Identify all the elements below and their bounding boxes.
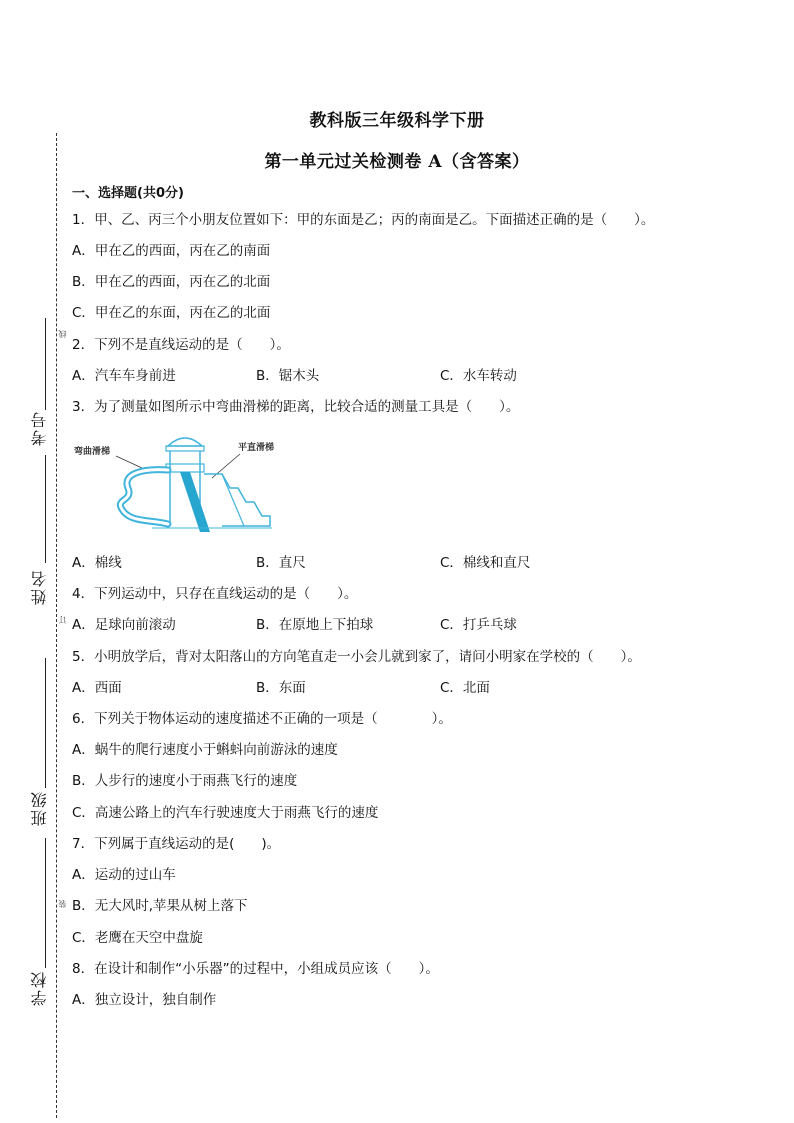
- question-3: 3．为了测量如图所示中弯曲滑梯的距离，比较合适的测量工具是（ ）。: [72, 399, 520, 415]
- section-heading: 一、选择题(共0分): [72, 186, 184, 201]
- name-label: 姓名: [30, 569, 49, 605]
- q2-option-c: C．水车转动: [440, 368, 517, 384]
- q5-option-a: A．西面: [72, 680, 122, 696]
- school-underline: [45, 838, 46, 968]
- q1-option-c: C．甲在乙的东面，丙在乙的北面: [72, 305, 271, 321]
- exam-no-label: 考号: [30, 410, 49, 446]
- q6-option-c: C．高速公路上的汽车行驶速度大于雨燕飞行的速度: [72, 805, 379, 821]
- tower-platform: [166, 464, 204, 472]
- question-4: 4．下列运动中，只存在直线运动的是（ ）。: [72, 586, 358, 602]
- question-8: 8．在设计和制作“小乐器”的过程中，小组成员应该（ ）。: [72, 961, 439, 977]
- question-5: 5．小明放学后，背对太阳落山的方向笔直走一小会儿就到家了，请问小明家在学校的（ ）。: [72, 649, 641, 665]
- binding-mark-bind: 装: [58, 900, 67, 908]
- q4-option-b: B．在原地上下拍球: [256, 617, 374, 633]
- curved-slide-pointer: [116, 456, 142, 468]
- name-underline: [45, 455, 46, 563]
- page-subtitle: 第一单元过关检测卷 A（含答案）: [264, 152, 530, 172]
- question-1: 1．甲、乙、丙三个小朋友位置如下：甲的东面是乙；丙的南面是乙。下面描述正确的是（ ）。: [72, 212, 655, 228]
- q7-option-c: C．老鹰在天空中盘旋: [72, 930, 203, 946]
- school-label: 学校: [30, 970, 49, 1006]
- tower-roof: [168, 438, 202, 446]
- q5-option-b: B．东面: [256, 680, 306, 696]
- class-label: 班级: [30, 790, 49, 826]
- q5-option-c: C．北面: [440, 680, 490, 696]
- curved-slide-inner: [120, 470, 168, 524]
- stairs-rail: [222, 474, 244, 526]
- q3-option-c: C．棉线和直尺: [440, 555, 531, 571]
- q1-option-b: B．甲在乙的西面，丙在乙的北面: [72, 274, 271, 290]
- q2-option-b: B．锯木头: [256, 368, 320, 384]
- q6-option-b: B．人步行的速度小于雨燕飞行的速度: [72, 773, 298, 789]
- q2-option-a: A．汽车车身前进: [72, 368, 176, 384]
- curved-slide-label: 弯曲滑梯: [74, 447, 111, 457]
- q7-option-b: B．无大风时,苹果从树上落下: [72, 898, 248, 914]
- question-2: 2．下列不是直线运动的是（ ）。: [72, 337, 290, 353]
- q3-option-a: A．棉线: [72, 555, 122, 571]
- slide-stairs: [204, 474, 270, 526]
- binding-mark-order: 订: [58, 616, 67, 624]
- slide-figure: [72, 428, 292, 536]
- q7-option-a: A．运动的过山车: [72, 867, 176, 883]
- class-underline: [45, 658, 46, 788]
- question-6: 6．下列关于物体运动的速度描述不正确的一项是（ ）。: [72, 711, 452, 727]
- playground-slide-illustration: [72, 428, 292, 536]
- page-title: 教科版三年级科学下册: [309, 111, 485, 131]
- q6-option-a: A．蜗牛的爬行速度小于蝌蚪向前游泳的速度: [72, 742, 338, 758]
- straight-slide: [180, 472, 210, 532]
- q8-option-a: A．独立设计，独自制作: [72, 992, 217, 1008]
- question-7: 7．下列属于直线运动的是( )。: [72, 836, 281, 852]
- q1-option-a: A．甲在乙的西面，丙在乙的南面: [72, 243, 271, 259]
- straight-slide-label: 平直滑梯: [238, 443, 275, 453]
- q4-option-a: A．足球向前滚动: [72, 617, 176, 633]
- q4-option-c: C．打乒乓球: [440, 617, 517, 633]
- binding-mark-line: 线: [58, 330, 67, 338]
- exam-no-underline: [45, 318, 46, 410]
- binding-dashed-line: [56, 133, 57, 1118]
- q3-option-b: B．直尺: [256, 555, 306, 571]
